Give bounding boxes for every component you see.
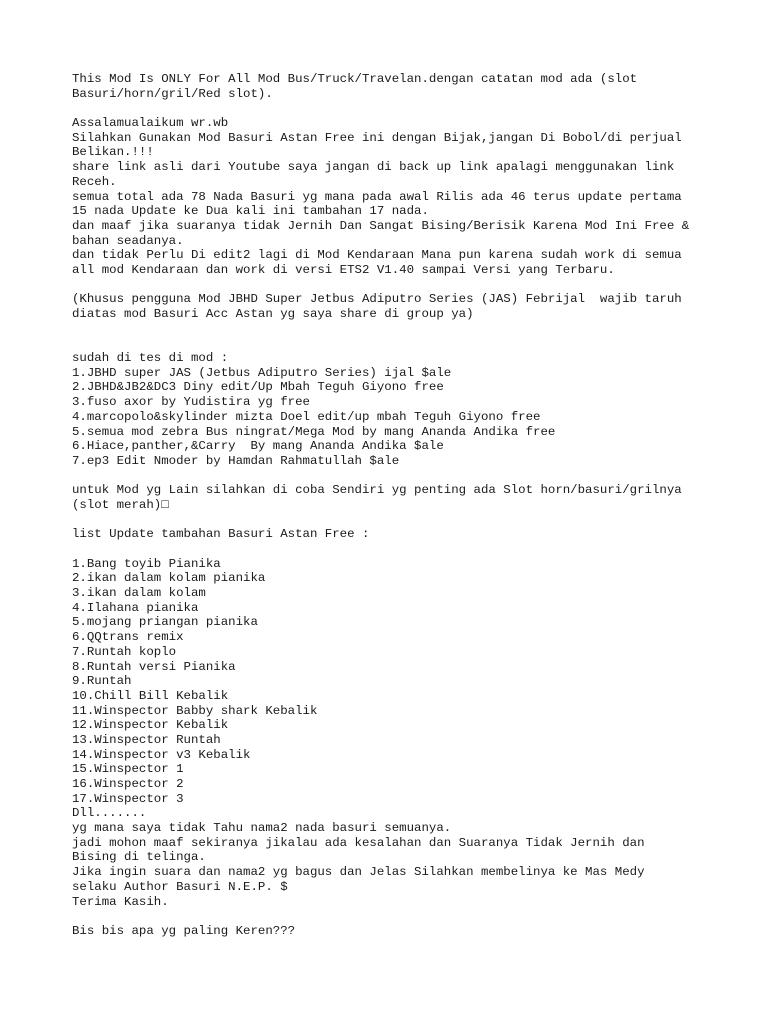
text-line: share link asli dari Youtube saya jangan di back up link apalagi menggunakan link [72,160,675,175]
text-line: Bis bis apa yg paling Keren??? [72,923,296,938]
text-line: 15.Winspector 1 [72,762,184,777]
text-line: Bising di telinga. [72,850,206,865]
text-line: Assalamualaikum wr.wb [72,116,229,131]
text-line: (slot merah)□ [72,497,169,512]
text-line: This Mod Is ONLY For All Mod Bus/Truck/Travelan.dengan catatan mod ada (slot [72,72,638,86]
text-line: 6.Hiace,panther,&Carry By mang Ananda Andika $ale [72,439,444,454]
text-line: Terima Kasih. [72,894,169,909]
text-line: 3.ikan dalam kolam [72,586,206,601]
text-line: Basuri/horn/gril/Red slot). [72,86,273,101]
text-line: all mod Kendaraan dan work di versi ETS2 V1.40 sampai Versi yang Terbaru. [72,262,615,277]
text-line: dan tidak Perlu Di edit2 lagi di Mod Kendaraan Mana pun karena sudah work di semua [72,248,682,263]
text-line: 6.QQtrans remix [72,630,184,645]
blank-line [72,542,712,557]
text-line: Dll....... [72,806,147,821]
text-line: jadi mohon maaf sekiranya jikalau ada kesalahan dan Suaranya Tidak Jernih dan [72,835,645,850]
text-line: 17.Winspector 3 [72,791,184,806]
text-line: 5.mojang priangan pianika [72,615,258,630]
blank-line [72,336,712,351]
text-line: 4.marcopolo&skylinder mizta Doel edit/up mbah Teguh Giyono free [72,409,541,424]
text-line: diatas mod Basuri Acc Astan yg saya share di group ya) [72,307,474,321]
text-line: 10.Chill Bill Kebalik [72,688,229,703]
text-line: 7.ep3 Edit Nmoder by Hamdan Rahmatullah $ale [72,453,400,468]
text-line: 9.Runtah [72,674,132,689]
text-line: (Khusus pengguna Mod JBHD Super Jetbus Adiputro Series (JAS) Febrijal wajib taruh [72,292,682,307]
text-line: 11.Winspector Babby shark Kebalik [72,703,318,718]
text-line: 4.Ilahana pianika [72,600,199,615]
text-line: Receh. [72,174,117,189]
text-line: 5.semua mod zebra Bus ningrat/Mega Mod by mang Ananda Andika free [72,424,556,439]
text-line: 2.JBHD&JB2&DC3 Diny edit/Up Mbah Teguh Giyono free [72,380,444,395]
text-line: 14.Winspector v3 Kebalik [72,747,251,762]
document-body [72,72,712,939]
text-line: bahan seadanya. [72,233,184,248]
text-line: Silahkan Gunakan Mod Basuri Astan Free ini dengan Bijak,jangan Di Bobol/di perjual [72,130,682,145]
text-line: yg mana saya tidak Tahu nama2 nada basuri semuanya. [72,821,452,836]
text-line: selaku Author Basuri N.E.P. $ [72,879,288,894]
blank-line [72,278,712,293]
text-line: 3.fuso axor by Yudistira yg free [72,395,310,410]
text-line: 2.ikan dalam kolam pianika [72,571,266,586]
text-line: Belikan.!!! [72,145,154,160]
text-line: 16.Winspector 2 [72,777,184,791]
text-line: Jika ingin suara dan nama2 yg bagus dan Jelas Silahkan membelinya ke Mas Medy [72,865,645,880]
text-line: 1.Bang toyib Pianika [72,556,221,571]
blank-line [72,469,712,484]
text-line: 15 nada Update ke Dua kali ini tambahan 17 nada. [72,204,429,219]
text-line: list Update tambahan Basuri Astan Free : [72,527,370,542]
text-line: dan maaf jika suaranya tidak Jernih Dan Sangat Bising/Berisik Karena Mod Ini Free & [72,218,690,233]
text-line: 13.Winspector Runtah [72,732,221,747]
blank-line [72,909,712,924]
blank-line [72,513,712,528]
text-line: 12.Winspector Kebalik [72,718,229,733]
blank-line [72,322,712,337]
text-line: semua total ada 78 Nada Basuri yg mana pada awal Rilis ada 46 terus update pertama [72,189,682,204]
text-line: 8.Runtah versi Pianika [72,659,236,674]
text-line: untuk Mod yg Lain silahkan di coba Sendiri yg penting ada Slot horn/basuri/grilnya [72,483,682,498]
text-line: sudah di tes di mod : [72,351,229,366]
text-line: 7.Runtah koplo [72,644,177,659]
text-line: 1.JBHD super JAS (Jetbus Adiputro Series) ijal $ale [72,365,452,380]
blank-line [72,101,712,116]
